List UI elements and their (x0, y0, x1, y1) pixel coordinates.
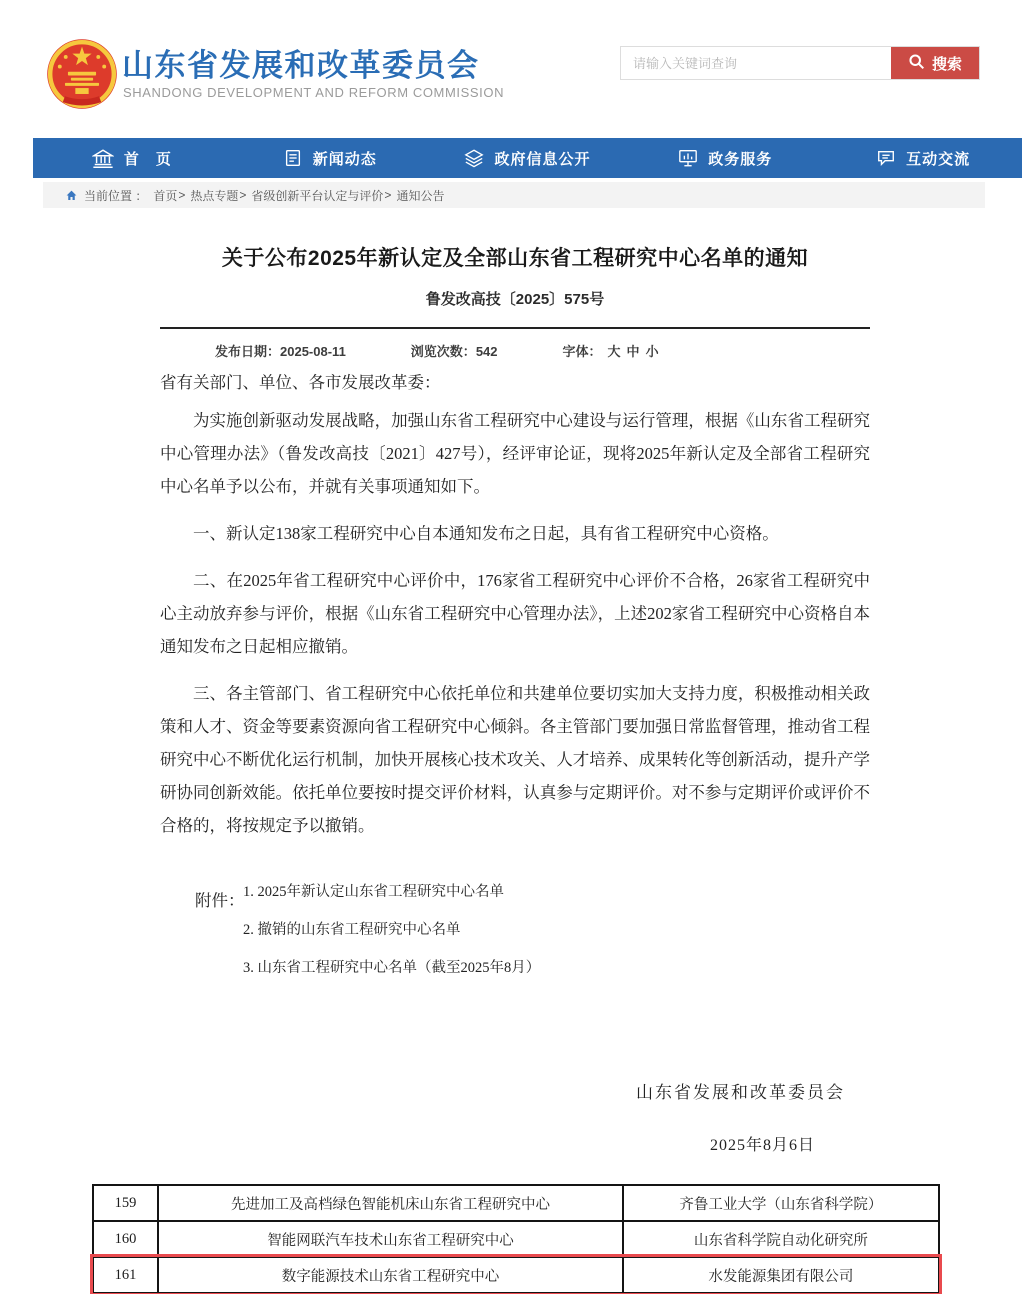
attachment-link[interactable]: 3. 山东省工程研究中心名单（截至2025年8月） (243, 960, 541, 976)
site-subtitle: SHANDONG DEVELOPMENT AND REFORM COMMISSION (123, 85, 505, 100)
search-input[interactable] (621, 47, 891, 79)
document-area (0, 208, 1030, 1294)
salutation: 省有关部门、单位、各市发展改革委： (160, 373, 441, 392)
paragraph: 为实施创新驱动发展战略，加强山东省工程研究中心建设与运行管理，根据《山东省工程研究中心管理办法》（鲁发改高技〔2021〕427号），经评审论证，现将2025年新认定及全部省工程研究中心名单予以公布，并就有关事项通知如下。 (160, 411, 870, 496)
search-button[interactable] (891, 47, 979, 79)
nav-item-interaction[interactable] (824, 138, 1022, 178)
breadcrumb-item-platform[interactable]: 省级创新平台认定与评价 (251, 188, 384, 203)
nav-item-services[interactable] (626, 138, 824, 178)
news-icon (283, 148, 303, 168)
table-row (93, 1221, 939, 1257)
font-size-small[interactable]: 小 (645, 344, 659, 359)
breadcrumb-separator: > (384, 188, 392, 202)
breadcrumb-separator: > (239, 188, 247, 202)
monitor-icon (678, 148, 698, 168)
org-name-cell: 齐鲁工业大学（山东省科学院） (623, 1185, 939, 1221)
attachments-label: 附件： (195, 891, 245, 910)
publish-date (215, 341, 346, 360)
org-name-cell: 山东省科学院自动化研究所 (623, 1221, 939, 1257)
org-name-cell: 水发能源集团有限公司 (623, 1257, 939, 1293)
attachment-link[interactable]: 1. 2025年新认定山东省工程研究中心名单 (243, 884, 504, 900)
site-header (0, 0, 1030, 138)
table-row (93, 1257, 939, 1293)
center-name-cell: 智能网联汽车技术山东省工程研究中心 (158, 1221, 623, 1257)
center-name-cell: 先进加工及高档绿色智能机床山东省工程研究中心 (158, 1185, 623, 1221)
row-number-cell: 159 (93, 1185, 158, 1221)
attachment-list (243, 884, 540, 998)
national-emblem-logo (45, 35, 119, 113)
nav-item-label: 政务服务 (708, 150, 773, 168)
nav-item-info-disclosure[interactable] (429, 138, 627, 178)
site-title: 山东省发展和改革委员会 (122, 48, 480, 83)
search-button-label: 搜索 (931, 55, 962, 73)
center-name-cell: 数字能源技术山东省工程研究中心 (158, 1257, 623, 1293)
breadcrumb-separator: > (178, 188, 186, 202)
paragraph: 二、在2025年省工程研究中心评价中，176家省工程研究中心评价不合格，26家省工程研究中心主动放弃参与评价，根据《山东省工程研究中心管理办法》，上述202家省工程研究中心资格自本通知发布之日起相应撤销。 (160, 571, 870, 656)
view-count-label: 浏览次数： (410, 344, 476, 359)
publish-date-label: 发布日期： (215, 344, 281, 359)
breadcrumb-item-notices[interactable]: 通知公告 (396, 188, 445, 203)
signature-block (160, 1076, 870, 1162)
publish-date-value: 2025-08-11 (280, 344, 346, 359)
home-small-icon (65, 189, 78, 202)
font-size-control (563, 341, 659, 360)
signature-org: 山东省发展和改革委员会 (636, 1083, 845, 1102)
divider-line (160, 327, 870, 329)
font-size-large[interactable]: 大 (607, 344, 621, 359)
nav-item-label: 政府信息公开 (494, 150, 591, 168)
nav-item-home[interactable] (33, 138, 231, 178)
centers-table (92, 1184, 940, 1294)
table-row (93, 1185, 939, 1221)
view-count-value: 542 (475, 344, 498, 359)
paragraph: 三、各主管部门、省工程研究中心依托单位和共建单位要切实加大支持力度，积极推动相关政策和人才、资金等要素资源向省工程研究中心倾斜。各主管部门要加强日常监督管理，推动省工程研究中心不断优化运行机制，加快开展核心技术攻关、人才培养、成果转化等创新活动，提升产学研协同创新效能。依托单位要按时提交评价材料，认真参与定期评价。对不参与定期评价或评价不合格的，将按规定予以撤销。 (160, 684, 870, 835)
attachments (160, 884, 870, 998)
centers-table-wrap (92, 1184, 940, 1294)
nav-item-label: 互动交流 (906, 150, 971, 168)
breadcrumb-label: 当前位置 ： (84, 188, 148, 203)
attachment-link[interactable]: 2. 撤销的山东省工程研究中心名单 (243, 922, 461, 938)
document-meta (160, 341, 870, 360)
breadcrumb (43, 182, 985, 208)
paragraph: 一、新认定138家工程研究中心自本通知发布之日起，具有省工程研究中心资格。 (193, 524, 779, 543)
home-icon (92, 148, 114, 169)
breadcrumb-item-home[interactable]: 首页 (153, 188, 178, 203)
document-body (160, 366, 870, 1162)
font-size-medium[interactable]: 中 (626, 344, 640, 359)
nav-item-label: 新闻动态 (312, 150, 377, 168)
document-title: 关于公布2025年新认定及全部山东省工程研究中心名单的通知 (221, 247, 809, 270)
document-number: 鲁发改高技〔2025〕575号 (425, 291, 605, 308)
font-size-label: 字体： (562, 344, 602, 359)
nav-item-label: 首 页 (123, 150, 172, 168)
row-number-cell: 161 (93, 1257, 158, 1293)
paragraphs (160, 404, 870, 842)
nav-item-news[interactable] (231, 138, 429, 178)
breadcrumb-item-topics[interactable]: 热点专题 (190, 188, 239, 203)
signature-date: 2025年8月6日 (709, 1137, 815, 1154)
layers-icon (464, 148, 484, 168)
view-count (411, 341, 498, 360)
chat-icon (876, 148, 896, 168)
row-number-cell: 160 (93, 1221, 158, 1257)
main-nav (33, 138, 1022, 178)
search-box (620, 46, 980, 80)
search-icon (908, 53, 925, 74)
